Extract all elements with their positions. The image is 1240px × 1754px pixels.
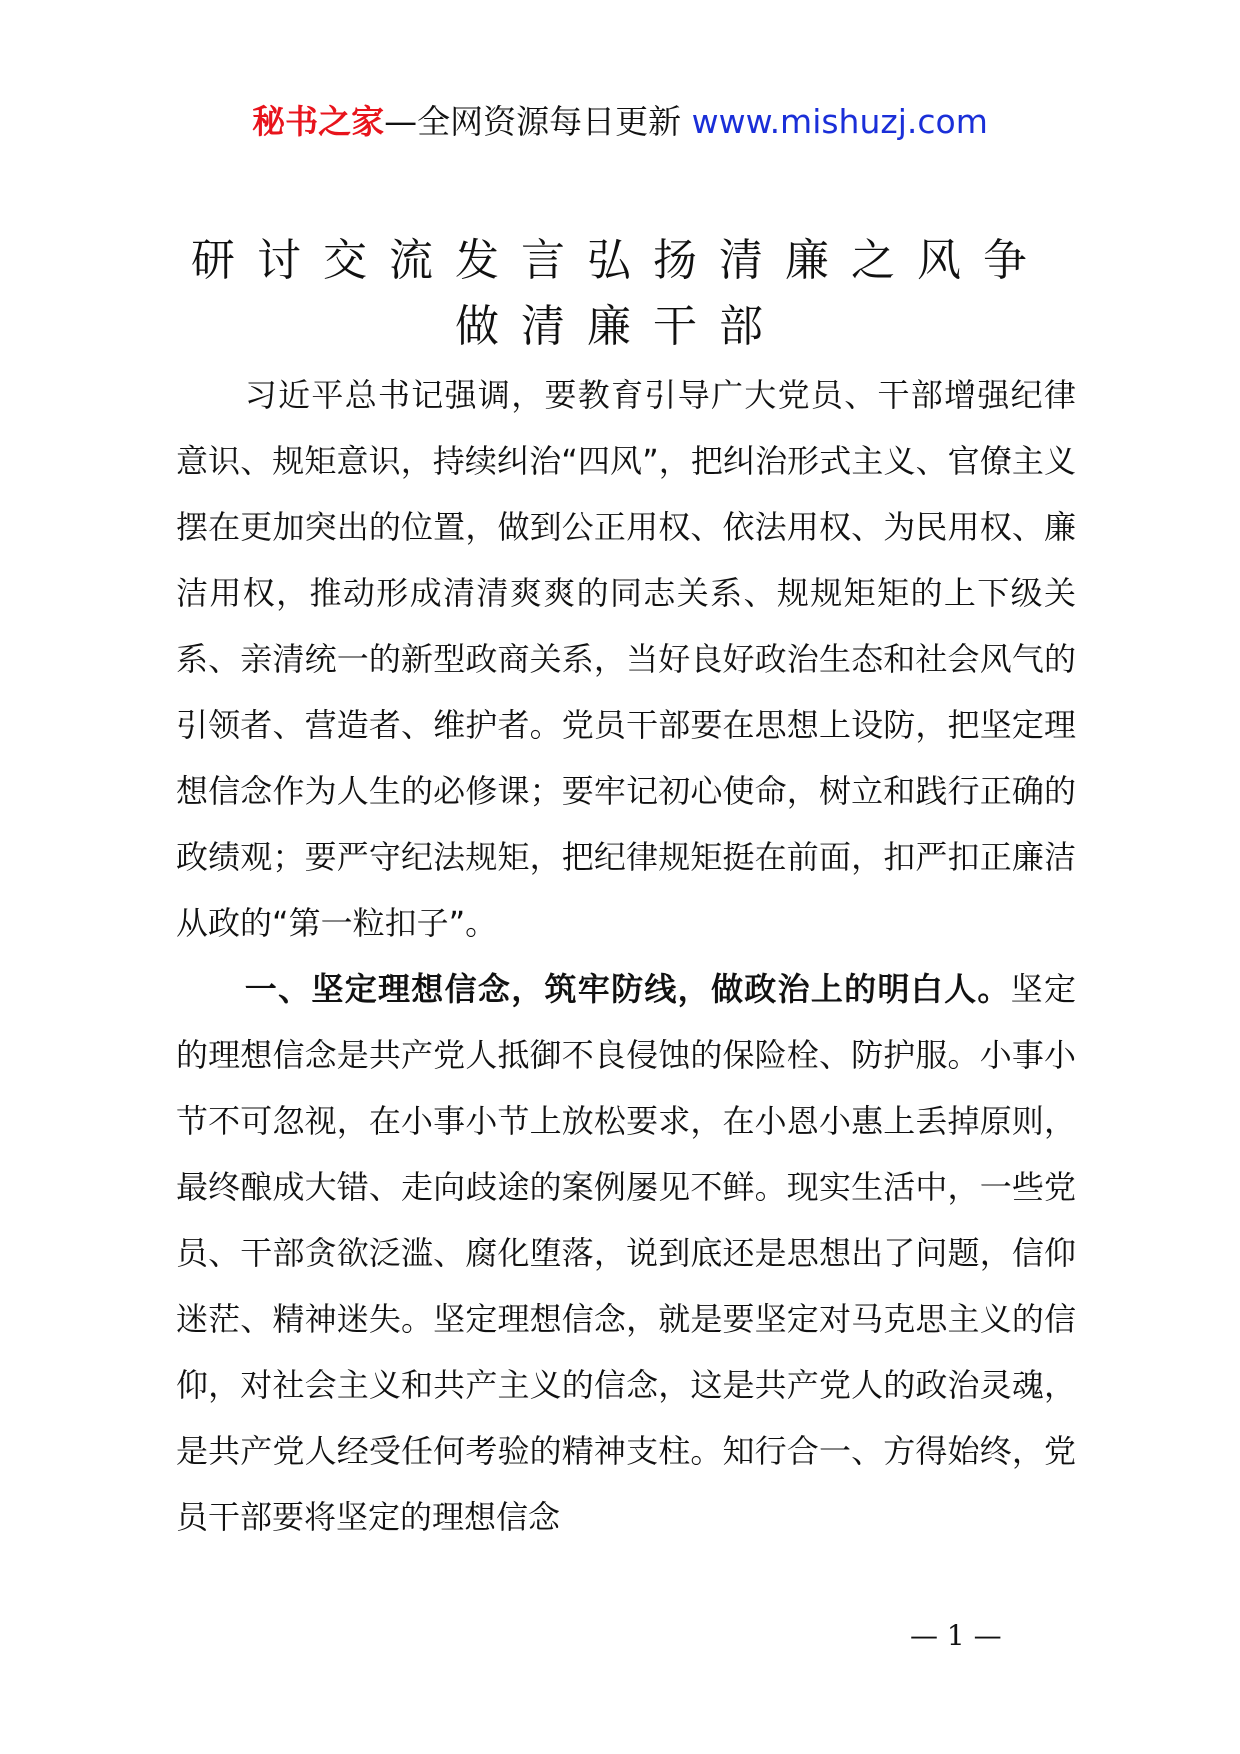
document-title <box>170 228 1070 360</box>
section-1-paragraph <box>176 956 1076 1550</box>
page-number: — 1 — <box>910 1619 1002 1652</box>
intro-paragraph: 习近平总书记强调，要教育引导广大党员、干部增强纪律意识、规矩意识，持续纠治“四风”，把纠治形式主义、官僚主义摆在更加突出的位置，做到公正用权、依法用权、为民用权、廉洁用权，推动形成清清爽爽的同志关系、规规矩矩的上下级关系、亲清统一的新型政商关系，当好良好政治生态和社会风气的引领者、营造者、维护者。党员干部要在思想上设防，把坚定理想信念作为人生的必修课；要牢记初心使命，树立和践行正确的政绩观；要严守纪法规矩，把纪律规矩挺在前面，扣严扣正廉洁从政的“第一粒扣子”。 <box>176 376 1076 942</box>
section-1-heading: 一、坚定理想信念，筑牢防线，做政治上的明白人。 <box>244 970 1011 1008</box>
section-1-text: 坚定的理想信念是共产党人抵御不良侵蚀的保险栓、防护服。小事小节不可忽视，在小事小节上放松要求，在小恩小惠上丢掉原则，最终酿成大错、走向歧途的案例屡见不鲜。现实生活中，一些党员、干部贪欲泛滥、腐化堕落，说到底还是思想出了问题，信仰迷茫、精神迷失。坚定理想信念，就是要坚定对马克思主义的信仰，对社会主义和共产主义的信念，这是共产党人的政治灵魂，是共产党人经受任何考验的精神支柱。知行合一、方得始终，党员干部要将坚定的理想信念 <box>176 970 1076 1536</box>
title-line-2: 做清廉干部 <box>455 301 785 352</box>
brand-name: 秘书之家 <box>252 102 385 141</box>
site-header <box>0 100 1240 144</box>
document-body <box>176 362 1076 1550</box>
site-slogan: —全网资源每日更新 <box>384 102 682 141</box>
title-line-1: 研讨交流发言弘扬清廉之风争 <box>191 235 1049 286</box>
site-url-link[interactable]: www.mishuzj.com <box>691 102 988 141</box>
